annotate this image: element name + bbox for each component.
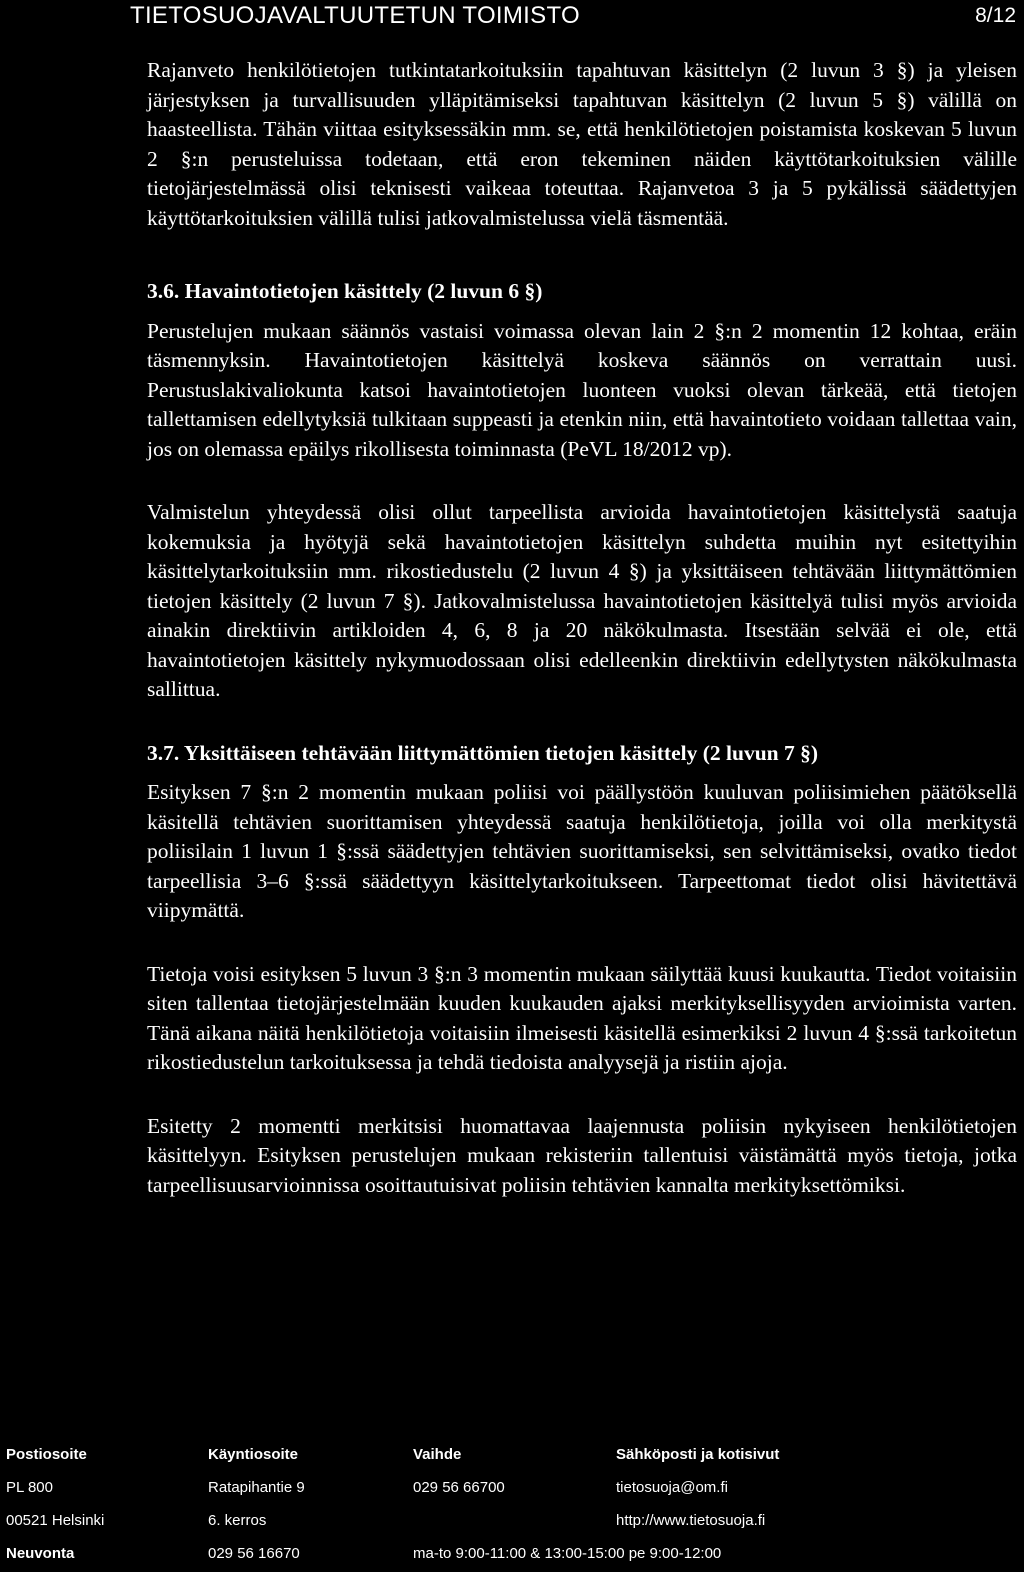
section-heading-3-6: 3.6. Havaintotietojen käsittely (2 luvun 6 §) [147, 279, 543, 303]
footer-website-link[interactable]: http://www.tietosuoja.fi [616, 1512, 766, 1529]
footer-visit-street: Ratapihantie 9 [208, 1479, 305, 1496]
footer-advice-phone: 029 56 16670 [208, 1545, 300, 1562]
section-heading-3-7: 3.7. Yksittäiseen tehtävään liittymättömien tietojen käsittely (2 luvun 7 §) [147, 740, 819, 765]
paragraph-perustelut: Perustelujen mukaan säännös vastaisi voimassa olevan lain 2 §:n 2 momentin 12 kohtaa, eräin täsmennyksin. Havaintotietojen käsittelyä koskeva säännös on verrattain uusi. Perustuslakivaliokunta katsoi havaintotietojen luonteen vuoksi olevan tärkeää, että tietojen tallettamisen edellytyksiä tulkitaan suppeasti ja etenkin niin, että havaintotieto voidaan tallettaa vain, jos on olemassa epäilys rikollisesta toiminnasta (PeVL 18/2012 vp). [147, 318, 1017, 461]
page-footer [0, 1438, 1024, 1572]
footer-postal-heading: Postiosoite [6, 1446, 87, 1463]
paragraph-tietoja-voisi: Tietoja voisi esityksen 5 luvun 3 §:n 3 momentin mukaan säilyttää kuusi kuukautta. Tiedot voitaisiin siten tallentaa tietojärjestelmään kuuden kuukauden ajaksi merkityksellisyyden arvioimista varten. Tänä aikana näitä henkilötietoja voitaisiin ilmeisesti käsitellä esimerkiksi 2 luvun 4 §:ssä tarkoitetun rikostiedustelun tarkoituksessa ja tehdä tiedoista analyysejä ja ristiin ajoja. [147, 961, 1017, 1074]
footer-visit-heading: Käyntiosoite [208, 1446, 299, 1463]
paragraph-rajanveto: Rajanveto henkilötietojen tutkintatarkoituksiin tapahtuvan käsittelyn (2 luvun 3 §) ja yleisen järjestyksen ja turvallisuuden ylläpitämiseksi tapahtuvan käsittelyn (2 luvun 5 §) välillä on haasteellista. Tähän viittaa esityksessäkin mm. se, että henkilötietojen poistamista koskevan 5 luvun 2 §:n perusteluissa todetaan, että eron tekeminen näiden käyttötarkoituksien välille tietojärjestelmässä olisi teknisesti vaikeaa toteuttaa. Rajanvetoa 3 ja 5 pykälissä säädettyjen käyttötarkoituksien välillä tulisi jatkovalmistelussa vielä täsmentää. [147, 58, 1017, 230]
footer-advice-heading: Neuvonta [6, 1545, 75, 1562]
footer-postal-city: 00521 Helsinki [6, 1512, 105, 1529]
page-number: 8/12 [975, 4, 1016, 27]
footer-advice-hours: ma-to 9:00-11:00 & 13:00-15:00 pe 9:00-12:00 [413, 1545, 722, 1562]
footer-email-link[interactable]: tietosuoja@om.fi [616, 1479, 728, 1496]
footer-visit-floor: 6. kerros [208, 1512, 267, 1529]
organization-name: TIETOSUOJAVALTUUTETUN TOIMISTO [130, 2, 580, 29]
footer-contact-heading: Sähköposti ja kotisivut [616, 1446, 780, 1463]
paragraph-valmistelu: Valmistelun yhteydessä olisi ollut tarpeellista arvioida havaintotietojen käsittelystä saatuja kokemuksia ja hyötyjä sekä havaintotietojen käsittelyn suhdetta muihin nyt esitettyihin käsittelytarkoituksiin mm. rikostiedustelu (2 luvun 4 §) ja yksittäiseen tehtävään liittymättömien tietojen käsittely (2 luvun 7 §). Jatkovalmistelussa havaintotietojen käsittelyä tulisi myös arvioida ainakin direktiivin artikloiden 4, 6, 8 ja 20 näkökulmasta. Itsestään selvää ei ole, että havaintotietojen käsittely nykymuodossaan olisi edelleenkin direktiivin edellytysten näkökulmasta sallittua. [147, 500, 1017, 701]
paragraph-esitys-7: Esityksen 7 §:n 2 momentin mukaan poliisi voi päällystöön kuuluvan poliisimiehen päätöksellä käsitellä tehtävien suorittamisen yhteydessä saatuja henkilötietoja, joilla voi olla merkitystä poliisilain 1 luvun 1 §:ssä säädettyjen tehtävien suorittamiseksi, sen selvittämiseksi, ovatko tiedot tarpeellisia 3–6 §:ssä säädettyyn käsittelytarkoitukseen. Tarpeettomat tiedot olisi hävitettävä viipymättä. [147, 780, 1017, 922]
footer-contact-column [616, 1438, 779, 1537]
document-body [147, 56, 1017, 1200]
page-header [0, 0, 1024, 36]
footer-switch-phone: 029 56 66700 [413, 1479, 505, 1496]
footer-postal-box: PL 800 [6, 1479, 53, 1496]
footer-visit-column [208, 1438, 305, 1570]
footer-switch-heading: Vaihde [413, 1446, 462, 1463]
footer-postal-column [6, 1438, 104, 1570]
paragraph-esitetty-2: Esitetty 2 momentti merkitsisi huomattavaa laajennusta poliisin nykyiseen henkilötietojen käsittelyyn. Esityksen perustelujen mukaan rekisteriin tallentuisi väistämättä myös tietoja, jotka tarpeellisuusarvioinnissa osoittautuisivat poliisin tehtävien kannalta merkityksettömiksi. [147, 1113, 1017, 1197]
